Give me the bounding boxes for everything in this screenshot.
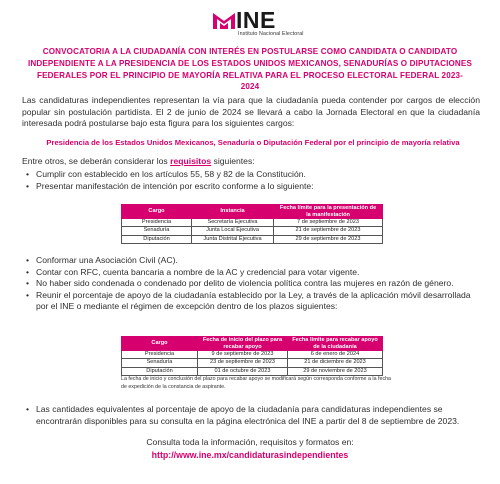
table-header: Cargo (122, 337, 198, 351)
logo-wordmark: INE (236, 7, 276, 33)
table-row (122, 359, 383, 367)
table-header: Fecha de inicio del plazo para recabar apoyo (198, 337, 288, 351)
list-item: • Las cantidades equivalentes al porcentaje de apoyo de la ciudadanía para candidaturas independientes se encontrarán disponibles para su consulta en la página electrónica del INE a partir del 8 de septiembre de 2023. (26, 404, 482, 427)
list-item: • No haber sido condenada o condenado por delito de violencia política contra las mujeres en razón de género. (26, 278, 482, 290)
logo-subtitle: Instituto Nacional Electoral (238, 31, 304, 37)
table-header: Fecha límite para la presentación de la manifestación (274, 205, 383, 219)
table-note: La fecha de inicio y conclusión del plazo para recabar apoyo se modificará según corresponda conforme a la fecha de expedición de la constancia de aspirante. (121, 376, 391, 390)
list-item: • Cumplir con establecido en los artículos 55, 58 y 82 de la Constitución. (26, 169, 482, 181)
table-cell: 21 de septiembre de 2023 (274, 227, 383, 235)
list-item: • Reunir el porcentaje de apoyo de la ciudadanía establecido por la Ley, a través de la aplicación móvil desarrollada por el INE o mediante el régimen de excepción dentro de los plazos siguientes: (26, 290, 482, 313)
requisitos-after: siguientes: (211, 156, 255, 166)
requisitos-link[interactable]: requisitos (170, 156, 212, 166)
table-cell: 21 de diciembre de 2023 (288, 359, 383, 367)
table-cell: Senaduría (122, 227, 192, 235)
table-cell: 29 de noviembre de 2023 (288, 367, 383, 375)
cargos-subtitle: Presidencia de los Estados Unidos Mexicanos, Senaduría o Diputación Federal por el principio de mayoría relativa (46, 138, 460, 147)
table-cell: Presidencia (122, 351, 198, 359)
table-row (122, 219, 383, 227)
table-row (122, 351, 383, 359)
support-period-table (121, 336, 383, 376)
requisitos-intro (22, 156, 255, 166)
intro-paragraph: Las candidaturas independientes representan la vía para que la ciudadanía pueda contender por cargos de elección popular sin postulación partidista. El 2 de junio de 2024 se llevará a cabo la Jornada Electoral en que la ciudadanía interesada podrá postularse bajo esta figura para los siguientes cargos: (22, 95, 480, 129)
requisitos-before: Entre otros, se deberán considerar los (22, 156, 171, 166)
ine-logo (212, 7, 304, 40)
convocatoria-title: CONVOCATORIA A LA CIUDADANÍA CON INTERÉS EN POSTULARSE COMO CANDIDATA O CANDIDATO INDEPENDIENTE A LA PRESIDENCIA DE LOS ESTADOS UNIDOS MEXICANOS, SENADURÍAS O DIPUTACIONES FEDERALES POR EL PRINCIPIO DE MAYORÍA RELATIVA PARA EL PROCESO ELECTORAL FEDERAL 2023-2024 (28, 47, 473, 92)
website-link[interactable]: http://www.ine.mx/candidaturasindependientes (151, 450, 349, 460)
table-cell: Junta Local Ejecutiva (192, 227, 274, 235)
table-header: Instancia (192, 205, 274, 219)
table-cell: 01 de octubre de 2023 (198, 367, 288, 375)
table-row (122, 367, 383, 375)
list-item: • Presentar manifestación de intención por escrito conforme a lo siguiente: (26, 181, 482, 193)
consulta-text: Consulta toda la información, requisitos y formatos en: (146, 437, 354, 447)
table-cell: 23 de septiembre de 2023 (198, 359, 288, 367)
list-item: • Contar con RFC, cuenta bancaria a nombre de la AC y credencial para votar vigente. (26, 267, 482, 279)
table-row (122, 235, 383, 243)
table-cell: Senaduría (122, 359, 198, 367)
manifestation-table (121, 204, 383, 244)
table-row (122, 227, 383, 235)
requirements-list-1 (26, 169, 482, 192)
table-cell: 7 de septiembre de 2023 (274, 219, 383, 227)
table-cell: 29 de septiembre de 2023 (274, 235, 383, 243)
table-cell: Secretaría Ejecutiva (192, 219, 274, 227)
table-cell: 6 de enero de 2024 (288, 351, 383, 359)
table-cell: 9 de septiembre de 2023 (198, 351, 288, 359)
table-cell: Diputación (122, 235, 192, 243)
table-header: Fecha límite para recabar apoyo de la ciudadanía (288, 337, 383, 351)
table-header-row (122, 205, 383, 219)
table-header-row (122, 337, 383, 351)
table-cell: Diputación (122, 367, 198, 375)
ine-logo-icon (212, 10, 236, 30)
table-header: Cargo (122, 205, 192, 219)
requirements-list-2 (26, 255, 482, 313)
requirements-list-3 (26, 404, 482, 427)
table-cell: Presidencia (122, 219, 192, 227)
list-item: • Conformar una Asociación Civil (AC). (26, 255, 482, 267)
table-cell: Junta Distrital Ejecutiva (192, 235, 274, 243)
